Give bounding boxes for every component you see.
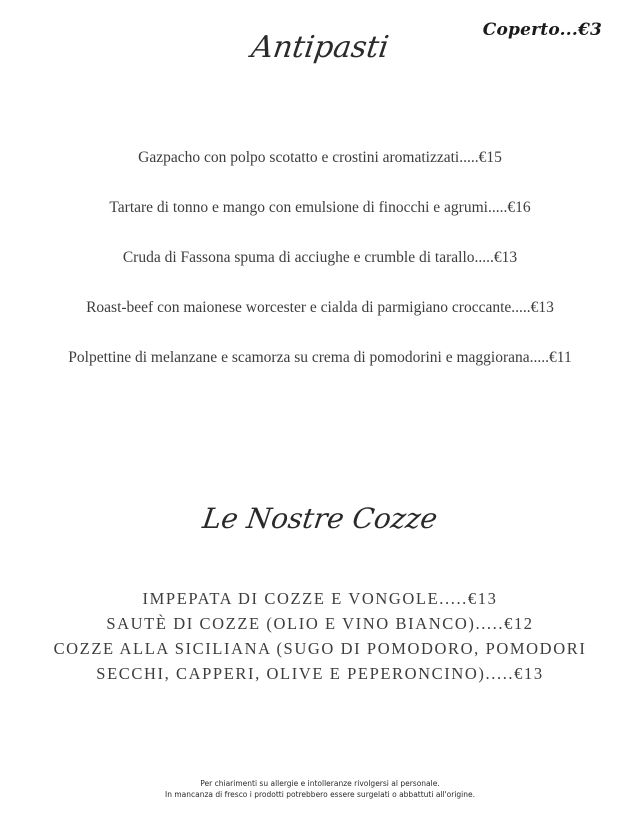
- antipasti-list: [20, 145, 620, 395]
- menu-item-tartare: Tartare di tonno e mango con emulsione di finocchi e agrumi.....€16: [109, 199, 531, 216]
- footer-frozen-note: In mancanza di fresco i prodotti potrebbero essere surgelati o abbattuti all'origine.: [164, 790, 476, 799]
- menu-item-impepata: IMPEPATA DI COZZE E VONGOLE.....€13: [142, 589, 498, 608]
- cover-charge: Coperto...€3: [482, 20, 602, 40]
- menu-item-polpettine: Polpettine di melanzane e scamorza su crema di pomodorini e maggiorana.....€11: [68, 349, 572, 366]
- menu-item-cruda: Cruda di Fassona spuma di acciughe e crumble di tarallo.....€13: [122, 249, 518, 266]
- footer-allergy-note: Per chiarimenti su allergie e intolleranze rivolgersi al personale.: [200, 779, 440, 788]
- menu-item-saute: SAUTÈ DI COZZE (OLIO E VINO BIANCO).....€12: [106, 614, 534, 633]
- cozze-title: Le Nostre Cozze: [200, 502, 440, 535]
- footer-note: [0, 778, 640, 800]
- cozze-list: [30, 586, 610, 686]
- menu-item-siciliana: COZZE ALLA SICILIANA (SUGO DI POMODORO, POMODORI SECCHI, CAPPERI, OLIVE E PEPERONCINO).....€13: [53, 639, 587, 683]
- menu-item-gazpacho: Gazpacho con polpo scotatto e crostini aromatizzati.....€15: [138, 149, 502, 166]
- antipasti-title: Antipasti: [249, 30, 391, 65]
- menu-item-roast-beef: Roast-beef con maionese worcester e cialda di parmigiano croccante.....€13: [86, 299, 554, 316]
